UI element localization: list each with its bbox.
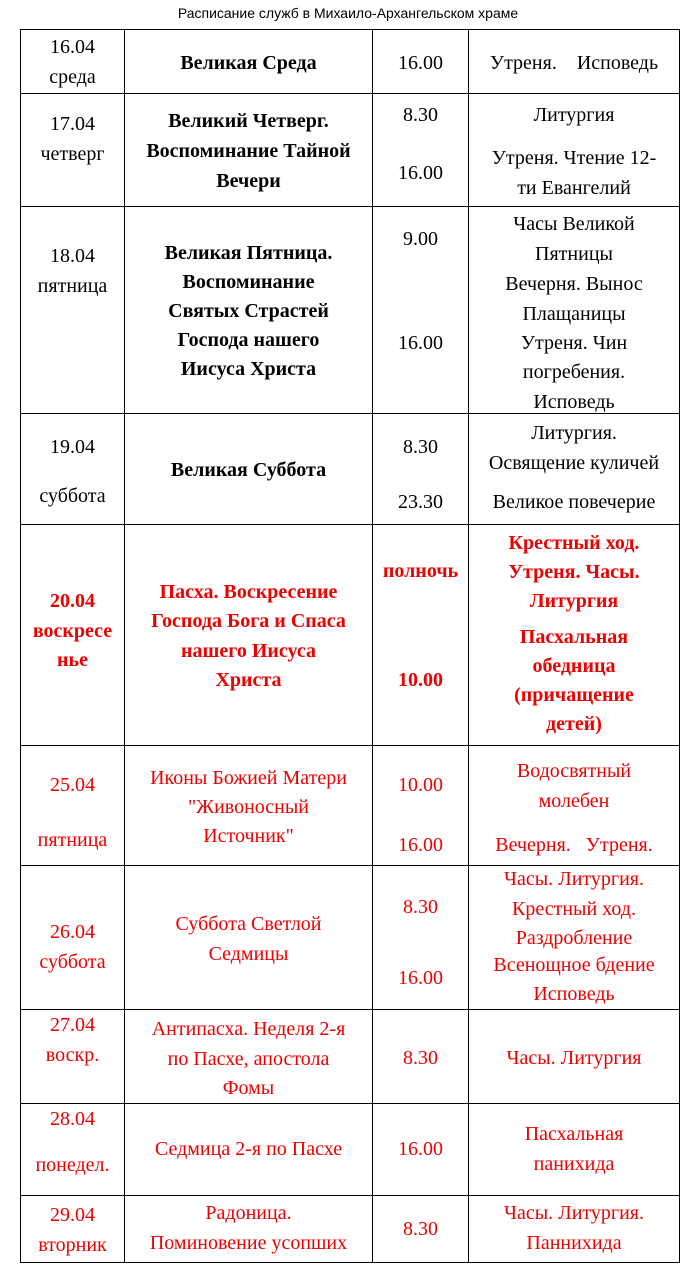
- date-cell: [21, 414, 125, 525]
- event-text: по Пасхе, апостола: [167, 1048, 330, 1070]
- service-text: Исповедь: [533, 983, 615, 1005]
- event-text: Великая Суббота: [170, 459, 327, 481]
- event-text: Поминовение усопших: [149, 1232, 348, 1254]
- weekday-text: воскресе: [32, 620, 113, 642]
- service-cell: [469, 207, 680, 414]
- table-row: [21, 866, 680, 1010]
- service-cell: [469, 525, 680, 746]
- event-text: Антипасха. Неделя 2-я: [151, 1018, 346, 1040]
- date-text: 25.04: [50, 774, 95, 796]
- service-text: Литургия.: [531, 422, 617, 444]
- time-text: полночь: [382, 560, 459, 582]
- weekday-text: среда: [49, 66, 96, 88]
- date-text: 16.04: [50, 36, 95, 58]
- event-text: Господа Бога и Спаса: [151, 610, 346, 632]
- date-cell: [21, 30, 125, 94]
- event-text: Христа: [215, 669, 282, 691]
- time-cell: [373, 1104, 469, 1196]
- event-text: Иисуса Христа: [180, 358, 317, 380]
- time-cell: [373, 30, 469, 94]
- service-cell: [469, 1010, 680, 1104]
- service-text: Утреня. Чтение 12-: [491, 147, 657, 169]
- event-text: Великая Среда: [180, 52, 317, 74]
- event-text: Пасха. Воскресение: [159, 581, 338, 603]
- date-cell: [21, 1010, 125, 1104]
- date-text: 27.04: [50, 1014, 95, 1036]
- time-text: 8.30: [403, 436, 438, 458]
- time-text: 8.30: [403, 1218, 438, 1240]
- weekday-text: вторник: [38, 1234, 107, 1256]
- time-cell: [373, 866, 469, 1010]
- date-cell: [21, 94, 125, 207]
- service-text: Пасхальная: [524, 1123, 624, 1145]
- event-cell: [125, 1104, 373, 1196]
- date-cell: [21, 525, 125, 746]
- weekday-text: воскр.: [45, 1044, 100, 1066]
- time-text: 16.00: [398, 162, 443, 184]
- service-text: Часы. Литургия.: [503, 1202, 645, 1224]
- weekday-text: понедел.: [35, 1154, 110, 1176]
- service-text: Исповедь: [533, 391, 615, 413]
- table-row: [21, 207, 680, 414]
- weekday-text: суббота: [39, 951, 106, 973]
- time-text: 9.00: [403, 228, 438, 250]
- service-cell: [469, 1196, 680, 1263]
- date-cell: [21, 866, 125, 1010]
- service-text: панихида: [533, 1153, 615, 1175]
- time-text: 16.00: [398, 52, 443, 74]
- service-cell: [469, 414, 680, 525]
- event-cell: [125, 30, 373, 94]
- time-text: 10.00: [398, 774, 443, 796]
- event-text: Источник": [203, 825, 294, 847]
- table-row: [21, 30, 680, 94]
- service-text: Крестный ход.: [508, 532, 640, 554]
- service-text: Освящение куличей: [488, 452, 660, 474]
- event-text: Радоница.: [205, 1202, 292, 1224]
- event-text: нашего Иисуса: [180, 640, 317, 662]
- time-text: 23.30: [398, 491, 443, 513]
- service-text: погребения.: [522, 361, 626, 383]
- service-text: (причащение: [514, 684, 634, 706]
- event-text: Седмица 2-я по Пасхе: [154, 1138, 343, 1160]
- event-cell: [125, 1010, 373, 1104]
- service-cell: [469, 1104, 680, 1196]
- time-cell: [373, 1010, 469, 1104]
- date-text: 29.04: [50, 1204, 95, 1226]
- time-cell: [373, 746, 469, 866]
- event-text: Суббота Светлой: [175, 913, 322, 935]
- event-cell: [125, 866, 373, 1010]
- page-title: Расписание служб в Михаило-Архангельском храме: [177, 5, 519, 21]
- event-text: Воспоминание Тайной: [146, 140, 351, 162]
- service-text: Литургия: [533, 104, 615, 126]
- event-text: Господа нашего: [177, 329, 320, 351]
- date-text: 18.04: [50, 245, 95, 267]
- service-text: Крестный ход.: [511, 898, 636, 920]
- time-text: 8.30: [403, 104, 438, 126]
- service-text: Всенощное бдение: [493, 954, 655, 976]
- event-cell: [125, 207, 373, 414]
- table-row: [21, 94, 680, 207]
- date-text: 28.04: [50, 1108, 95, 1130]
- event-text: Великая Пятница.: [164, 242, 333, 264]
- service-text: Утреня. Исповедь: [489, 52, 659, 74]
- table-row: [21, 1104, 680, 1196]
- service-text: Великое повечерие: [492, 491, 656, 513]
- service-cell: [469, 30, 680, 94]
- event-text: Иконы Божией Матери: [150, 767, 347, 789]
- date-text: 26.04: [50, 921, 95, 943]
- service-text: Пятницы: [535, 243, 613, 265]
- service-text: Утреня. Чин: [520, 332, 628, 354]
- event-cell: [125, 1196, 373, 1263]
- time-text: 16.00: [398, 834, 443, 856]
- event-cell: [125, 94, 373, 207]
- table-row: [21, 1196, 680, 1263]
- service-text: Утреня. Часы.: [508, 561, 640, 583]
- service-cell: [469, 866, 680, 1010]
- event-text: Великий Четверг.: [168, 110, 329, 132]
- service-text: Часы. Литургия: [506, 1047, 642, 1069]
- date-text: 20.04: [50, 590, 95, 612]
- table-row: [21, 746, 680, 866]
- service-text: Паннихида: [526, 1232, 622, 1254]
- date-text: 17.04: [50, 113, 95, 135]
- service-text: Пасхальная: [519, 626, 629, 648]
- service-cell: [469, 94, 680, 207]
- weekday-text: пятница: [37, 275, 108, 297]
- date-cell: [21, 746, 125, 866]
- event-text: Святых Страстей: [168, 300, 329, 322]
- service-text: Водосвятный: [516, 760, 632, 782]
- weekday-text: пятница: [37, 829, 108, 851]
- date-cell: [21, 1104, 125, 1196]
- service-text: Плащаницы: [522, 303, 626, 325]
- time-text: 10.00: [398, 669, 443, 691]
- date-cell: [21, 1196, 125, 1263]
- table-row: [21, 414, 680, 525]
- date-text: 19.04: [50, 436, 95, 458]
- service-text: ти Евангелий: [517, 177, 631, 199]
- event-cell: [125, 525, 373, 746]
- event-cell: [125, 746, 373, 866]
- time-text: 16.00: [398, 1138, 443, 1160]
- event-text: Седмицы: [208, 943, 289, 965]
- weekday-text: четверг: [40, 143, 105, 165]
- table-row: [21, 1010, 680, 1104]
- time-text: 16.00: [398, 967, 443, 989]
- time-cell: [373, 207, 469, 414]
- time-text: 16.00: [398, 332, 443, 354]
- time-text: 8.30: [403, 1047, 438, 1069]
- service-text: детей): [546, 713, 602, 735]
- schedule-table: [20, 29, 680, 1263]
- time-text: 8.30: [403, 896, 438, 918]
- event-text: "Живоносный: [187, 796, 309, 818]
- event-text: Воспоминание: [182, 271, 315, 293]
- service-cell: [469, 746, 680, 866]
- time-cell: [373, 414, 469, 525]
- table-row: [21, 525, 680, 746]
- date-cell: [21, 207, 125, 414]
- time-cell: [373, 525, 469, 746]
- event-text: Фомы: [222, 1077, 275, 1099]
- service-text: Раздробление: [515, 927, 633, 949]
- event-cell: [125, 414, 373, 525]
- service-text: Вечерня. Вынос: [505, 273, 643, 295]
- service-text: Часы. Литургия.: [503, 868, 645, 890]
- time-cell: [373, 1196, 469, 1263]
- service-text: Литургия: [529, 590, 619, 612]
- weekday-text: суббота: [39, 485, 106, 507]
- weekday-text: нье: [57, 649, 88, 671]
- service-text: Часы Великой: [513, 213, 635, 235]
- service-text: Вечерня. Утреня.: [495, 834, 653, 856]
- service-text: молебен: [538, 790, 610, 812]
- event-text: Вечери: [216, 170, 281, 192]
- service-text: обедница: [532, 655, 616, 677]
- time-cell: [373, 94, 469, 207]
